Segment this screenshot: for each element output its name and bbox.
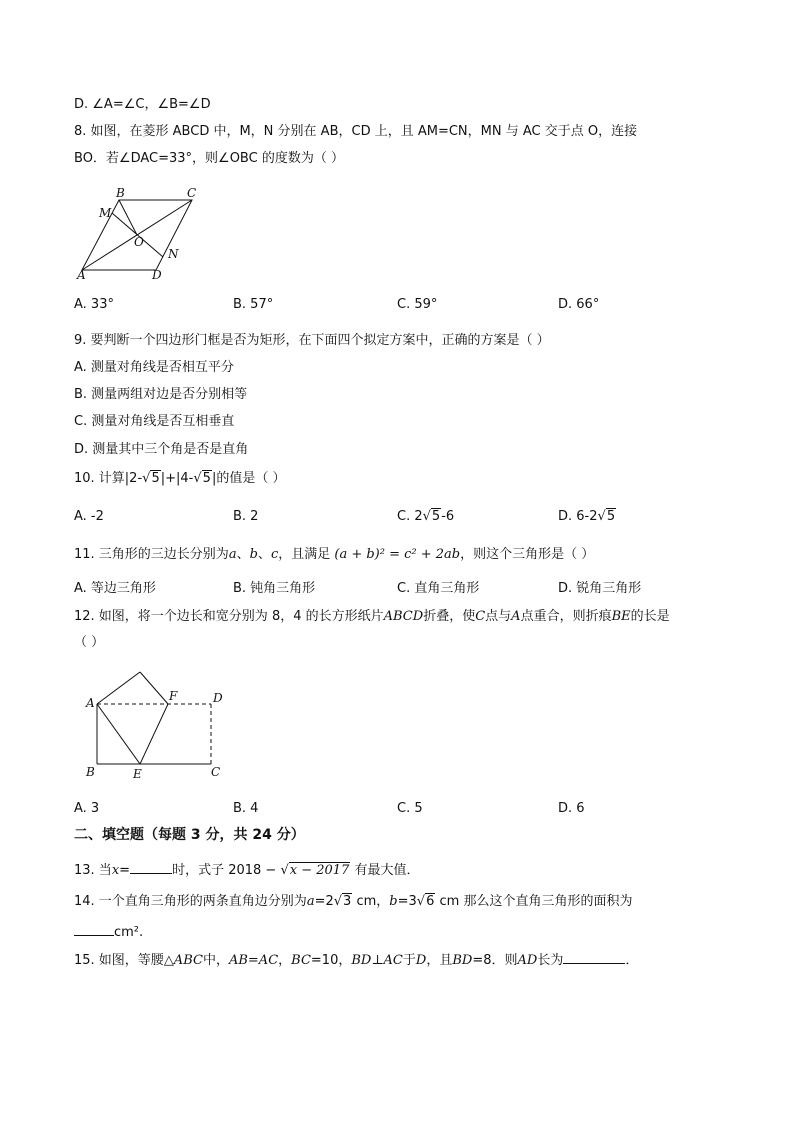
q10-option-c: C. 2√5-6 — [397, 509, 455, 524]
folded-rectangle-figure — [80, 664, 240, 782]
q13-answer-blank[interactable] — [130, 860, 172, 874]
label-d: D — [213, 691, 223, 705]
q10-option-b: B. 2 — [233, 509, 259, 524]
label-c: C — [187, 186, 197, 200]
q11-option-d: D. 锐角三角形 — [558, 581, 642, 596]
q9-stem: 9. 要判断一个四边形门框是否为矩形，在下面四个拟定方案中，正确的方案是（ ） — [74, 333, 550, 348]
q11-option-a: A. 等边三角形 — [74, 581, 156, 596]
label-c: C — [211, 765, 221, 779]
q11-equation: (a + b)² = c² + 2ab — [334, 547, 461, 562]
label-f: F — [169, 689, 178, 703]
q14-stem-line2: cm². — [74, 922, 143, 942]
q8-stem-line1: 8. 如图，在菱形 ABCD 中，M，N 分别在 AB，CD 上，且 AM=CN，MN 与 AC 交于点 O，连接 — [74, 124, 638, 139]
q12-option-c: C. 5 — [397, 801, 423, 816]
q11-option-b: B. 钝角三角形 — [233, 581, 316, 596]
q15-stem: 15. 如图，等腰△ABC中，AB=AC，BC=10，BD⊥AC于D，且BD=8．则AD长为 ． — [74, 950, 638, 970]
label-o: O — [134, 235, 144, 249]
section-heading: 二、填空题（每题 3 分，共 24 分） — [74, 827, 305, 843]
q8-stem-line2: BO．若∠DAC=33°，则∠OBC 的度数为（ ） — [74, 151, 344, 166]
q12-option-b: B. 4 — [233, 801, 259, 816]
q12-option-d: D. 6 — [558, 801, 585, 816]
rhombus-figure — [74, 186, 204, 282]
q12-stem-line2: （ ） — [74, 635, 105, 650]
label-d: D — [152, 268, 162, 282]
q9-option-c: C. 测量对角线是否互相垂直 — [74, 414, 235, 429]
label-e: E — [133, 767, 142, 781]
label-b: B — [116, 186, 125, 200]
q10-option-d: D. 6-2√5 — [558, 509, 616, 524]
q9-option-d: D. 测量其中三个角是否是直角 — [74, 442, 249, 457]
q9-option-a: A. 测量对角线是否相互平分 — [74, 360, 234, 375]
label-a: A — [77, 268, 86, 282]
q11-option-c: C. 直角三角形 — [397, 581, 480, 596]
label-a: A — [86, 696, 95, 710]
q8-option-c: C. 59° — [397, 297, 438, 312]
label-b: B — [86, 765, 95, 779]
q8-option-a: A. 33° — [74, 297, 114, 312]
q12-option-a: A. 3 — [74, 801, 100, 816]
q14-answer-blank[interactable] — [74, 922, 114, 936]
q12-stem-line1: 12. 如图，将一个边长和宽分别为 8，4 的长方形纸片ABCD折叠，使C点与A点重合，则折痕BE的长是 — [74, 609, 670, 624]
q7-option-d: D. ∠A=∠C，∠B=∠D — [74, 97, 211, 112]
q8-option-d: D. 66° — [558, 297, 600, 312]
q10-stem: 10. 计算|2-√5|+|4-√5|的值是（ ） — [74, 471, 286, 486]
label-m: M — [99, 206, 112, 220]
q11-stem: 11. 三角形的三边长分别为a、b、c，且满足 (a + b)² = c² + 2ab，则这个三角形是（ ） — [74, 547, 595, 562]
q13-stem: 13. 当x= 时，式子 2018 − √x − 2017 有最大值． — [74, 860, 419, 880]
label-n: N — [168, 247, 179, 261]
q9-option-b: B. 测量两组对边是否分别相等 — [74, 387, 248, 402]
q14-stem-line1: 14. 一个直角三角形的两条直角边分别为a=2√3 cm，b=3√6 cm 那么这个直角三角形的面积为 — [74, 894, 633, 909]
q15-answer-blank[interactable] — [563, 950, 625, 964]
q10-option-a: A. -2 — [74, 509, 104, 524]
q8-option-b: B. 57° — [233, 297, 274, 312]
